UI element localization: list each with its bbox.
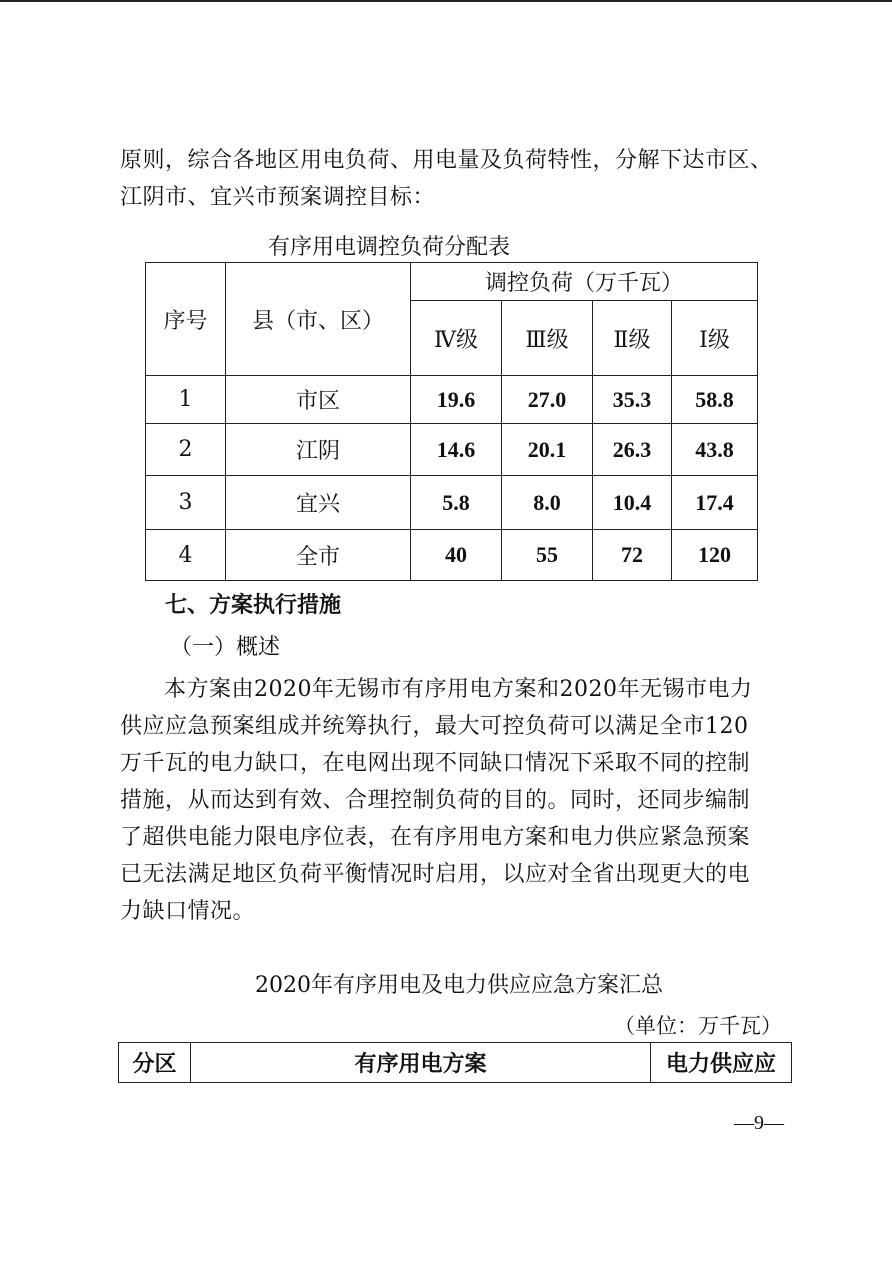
body-line: 了超供电能力限电序位表，在有序用电方案和电力供应紧急预案 xyxy=(120,825,751,850)
row-name: 市区 xyxy=(226,376,411,424)
row-name: 江阴 xyxy=(226,424,411,476)
table-row xyxy=(146,376,758,424)
value-level-1: 43.8 xyxy=(672,424,758,476)
body-line: 供应应急预案组成并统筹执行，最大可控负荷可以满足全市120 xyxy=(120,714,749,739)
value-level-2: 72 xyxy=(593,530,672,581)
row-seq: 4 xyxy=(146,530,226,581)
body-line: 万千瓦的电力缺口，在电网出现不同缺口情况下采取不同的控制 xyxy=(120,751,751,776)
intro-line: 江阴市、宜兴市预案调控目标： xyxy=(120,185,436,210)
value-level-4: 40 xyxy=(411,530,502,581)
header-level-1: Ⅰ级 xyxy=(672,301,758,376)
value-level-1: 58.8 xyxy=(672,376,758,424)
section-subheading: （一）概述 xyxy=(170,635,281,660)
row-seq: 2 xyxy=(146,424,226,476)
value-level-3: 8.0 xyxy=(502,476,593,530)
unit-note: （单位：万千瓦） xyxy=(614,1014,782,1038)
page-number: —9— xyxy=(734,1112,784,1134)
value-level-3: 20.1 xyxy=(502,424,593,476)
table2-caption: 2020年有序用电及电力供应应急方案汇总 xyxy=(255,973,663,998)
value-level-2: 26.3 xyxy=(593,424,672,476)
header-zone: 分区 xyxy=(119,1043,191,1083)
intro-line: 原则，综合各地区用电负荷、用电量及负荷特性，分解下达市区、 xyxy=(120,148,773,173)
header-level-4: Ⅳ级 xyxy=(411,301,502,376)
body-line: 本方案由2020年无锡市有序用电方案和2020年无锡市电力 xyxy=(164,677,753,702)
value-level-4: 5.8 xyxy=(411,476,502,530)
value-level-4: 14.6 xyxy=(411,424,502,476)
body-line: 力缺口情况。 xyxy=(120,899,256,924)
section-heading: 七、方案执行措施 xyxy=(165,593,342,618)
row-seq: 3 xyxy=(146,476,226,530)
intro-paragraph xyxy=(120,142,782,216)
header-power-supply: 电力供应应 xyxy=(651,1043,792,1083)
table-row xyxy=(146,476,758,530)
header-level-3: Ⅲ级 xyxy=(502,301,593,376)
row-seq: 1 xyxy=(146,376,226,424)
header-orderly-plan: 有序用电方案 xyxy=(191,1043,651,1083)
value-level-3: 27.0 xyxy=(502,376,593,424)
load-allocation-table xyxy=(145,262,758,581)
header-level-2: Ⅱ级 xyxy=(593,301,672,376)
value-level-1: 17.4 xyxy=(672,476,758,530)
body-line: 已无法满足地区负荷平衡情况时启用，以应对全省出现更大的电 xyxy=(120,862,751,887)
header-county: 县（市、区） xyxy=(226,263,411,376)
row-name: 宜兴 xyxy=(226,476,411,530)
value-level-3: 55 xyxy=(502,530,593,581)
value-level-2: 10.4 xyxy=(593,476,672,530)
table-row xyxy=(146,530,758,581)
value-level-4: 19.6 xyxy=(411,376,502,424)
top-border xyxy=(0,0,892,2)
table-row xyxy=(146,424,758,476)
header-seq: 序号 xyxy=(146,263,226,376)
value-level-1: 120 xyxy=(672,530,758,581)
body-line: 措施，从而达到有效、合理控制负荷的目的。同时，还同步编制 xyxy=(120,788,751,813)
table1-caption: 有序用电调控负荷分配表 xyxy=(268,235,511,260)
value-level-2: 35.3 xyxy=(593,376,672,424)
header-control-load: 调控负荷（万千瓦） xyxy=(411,263,758,301)
row-name: 全市 xyxy=(226,530,411,581)
body-paragraph xyxy=(120,671,782,930)
summary-table xyxy=(118,1042,792,1083)
